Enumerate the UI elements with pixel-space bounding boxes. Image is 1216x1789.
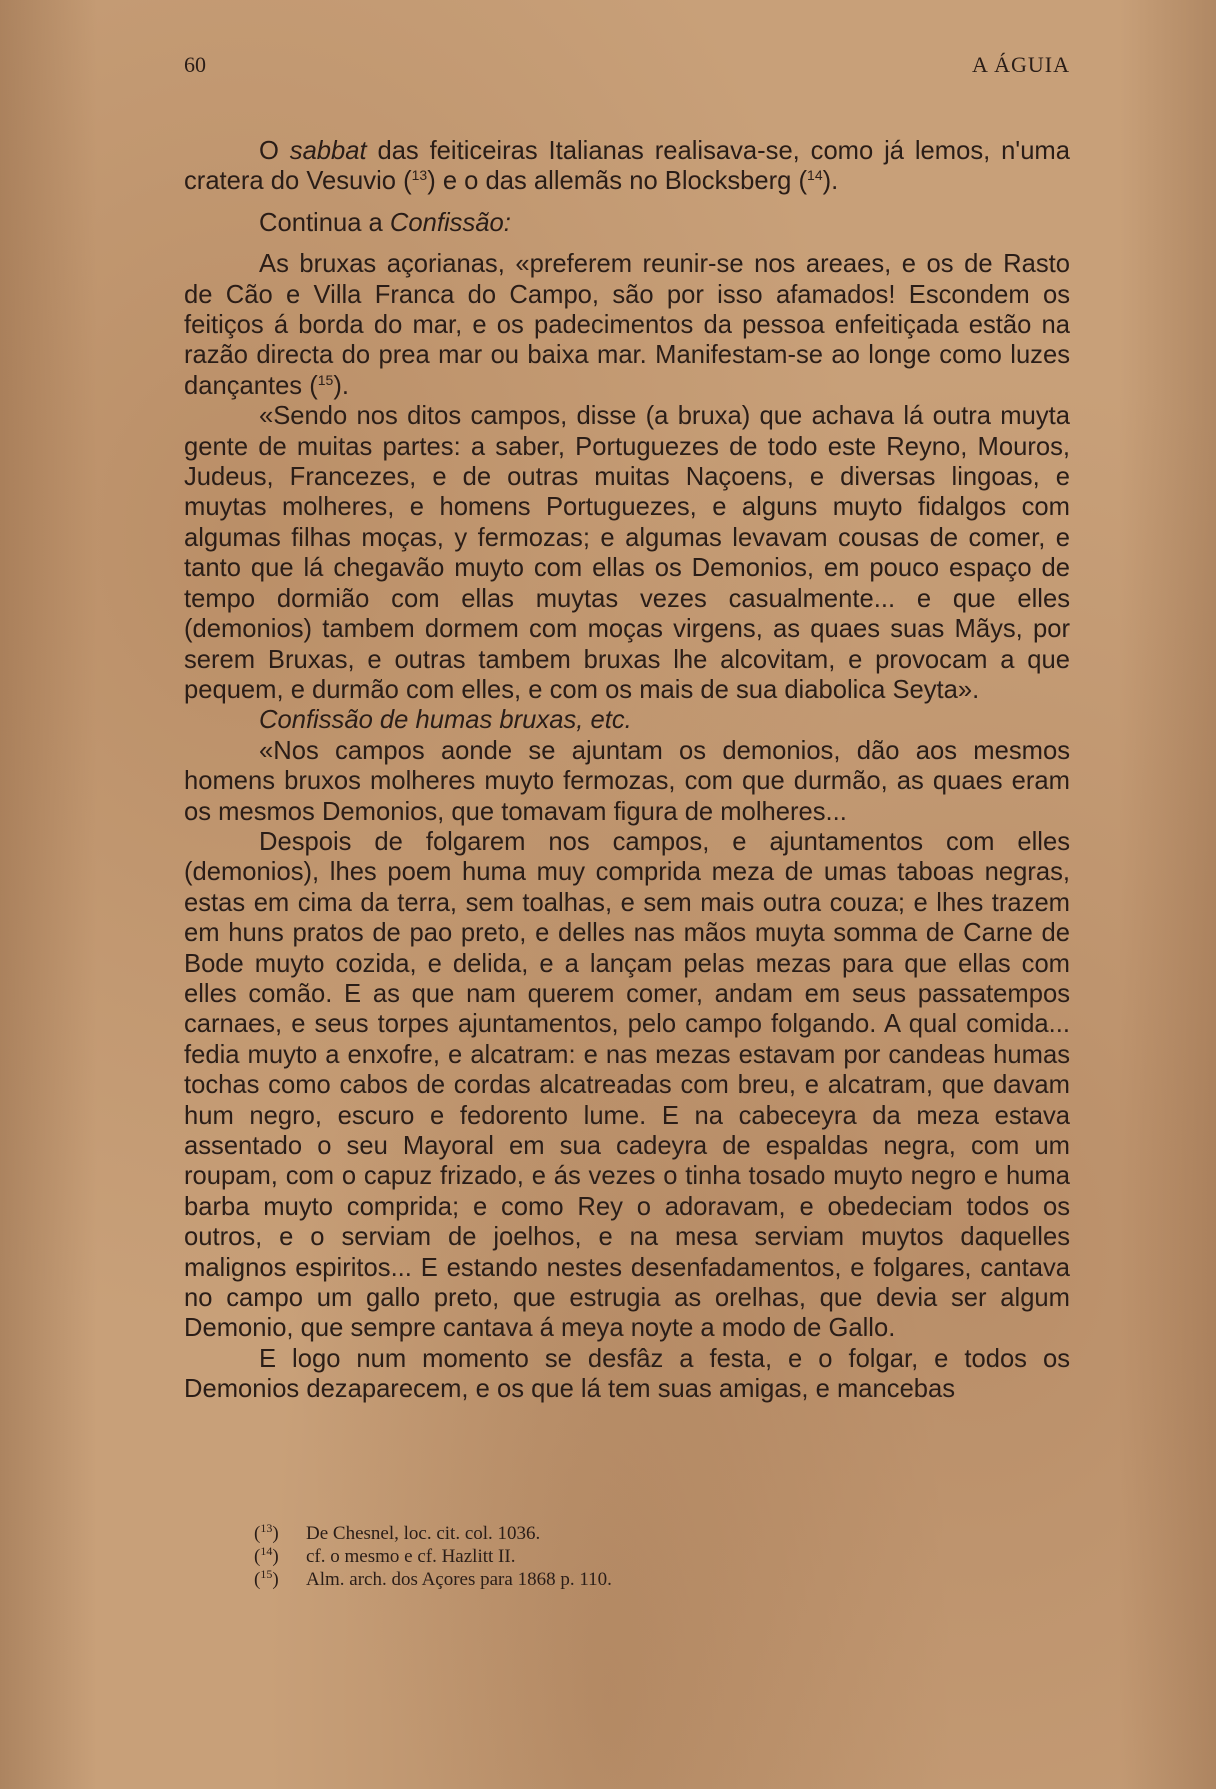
italic-sabbat: sabbat	[289, 137, 367, 165]
paragraph-despois-de-folgarem: Despois de folgarem nos campos, e ajuntamentos com elles (demonios), lhes poem huma muy comprida meza de umas taboas negras, estas em cima da terra, sem toalhas, e sem mais outra couza; e lhes trazem em huns pratos de pao preto, e delles nas mãos muyta somma de Carne de Bode muyto cozida, e delida, e a lançam pelas mezas para que ellas com elles comão. E as que nam querem comer, andam em seus passatempos carnaes, e seus torpes ajuntamentos, pelo campo folgando. A qual comida... fedia muyto a enxofre, e alcatram: e nas mezas estavam por candeas humas tochas como cabos de cordas alcatreadas com breu, e alcatram, que davam hum negro, escuro e fedorento lume. E na cabeceyra da meza estava assentado o seu Mayoral em sua cadeyra de espaldas negra, com um roupam, com o capuz frizado, e ás vezes o tinha tosado muyto negro e huma barba muyto comprida; e como Rey o adoravam, e obedeciam todos os outros, e o serviam de joelhos, e na mesa serviam muytos daquelles malignos espiritos... E estando nestes desenfadamentos, e folgares, cantava no campo um gallo preto, que estrugia as orelhas, que devia ser algum Demonio, que sempre cantava á meya noyte a modo de Gallo.	[184, 827, 1070, 1343]
footnote-ref-15: 15	[317, 371, 334, 388]
footnote-ref-14: 14	[807, 167, 823, 184]
running-head: A ÁGUIA	[971, 52, 1070, 77]
page-header	[184, 52, 1070, 82]
footnote-15	[254, 1568, 954, 1591]
footnotes	[254, 1522, 954, 1591]
italic-confissao-heading: Confissão de humas bruxas, etc.	[259, 706, 632, 735]
paragraph-nos-campos: «Nos campos aonde se ajuntam os demonios, dão aos mesmos homens bruxos molheres muyto fermozas, com que durmão, as quaes eram os mesmos Demonios, que tomavam figura de molheres...	[184, 736, 1070, 826]
footnote-text: Alm. arch. dos Açores para 1868 p. 110.	[306, 1569, 612, 1590]
footnote-13	[254, 1522, 954, 1545]
footnote-marker: ($^{14}$)	[254, 1544, 279, 1567]
body-text	[184, 136, 1070, 1405]
paragraph-bruxas-acorianas: As bruxas açorianas, «preferem reunir-se nos areaes, e os de Rasto de Cão e Villa Franca do Campo, são por isso afamados! Escondem os feitiços á borda do mar, e os padecimentos da pessoa enfeitiçada estão na razão directa do prea mar ou baixa mar. Manifestam-se ao longe como luzes dançantes ($^{15}$).	[184, 250, 1070, 400]
footnote-marker: ($^{15}$)	[254, 1567, 279, 1590]
footnote-text: cf. o mesmo e cf. Hazlitt II.	[306, 1546, 516, 1567]
footnote-ref-13: 13	[411, 167, 428, 184]
page-number: 60	[184, 52, 206, 77]
paragraph-confissao-heading	[184, 705, 1070, 735]
paragraph-continua: Continua a Confissão:	[259, 208, 511, 237]
paragraph-sendo-nos-ditos-campos: «Sendo nos ditos campos, disse (a bruxa) que achava lá outra muyta gente de muitas partes: a saber, Portuguezes de todo este Reyno, Mouros, Judeus, Francezes, e de outras muitas Naçoens, e diversas lingoas, e muytas molheres, e homens Portuguezes, e alguns muyto fidalgos com algumas filhas moças, y fermozas; e algumas levavam cousas de comer, e tanto que lá chegavão muyto com ellas os Demonios, em pouco espaço de tempo dormião com ellas muytas vezes casualmente... e que elles (demonios) tambem dormem com moças virgens, as quaes suas Mãys, por serem Bruxas, e outras tambem bruxas lhe alcovitam, e provocam a que pequem, e durmão com elles, e com os mais de sua diabolica Seyta».	[184, 402, 1070, 704]
footnote-text: De Chesnel, loc. cit. col. 1036.	[306, 1523, 541, 1544]
footnote-14	[254, 1545, 954, 1568]
paragraph-sabbat: O sabbat das feiticeiras Italianas realisava-se, como já lemos, n'uma cratera do Vesuvio ($^{13}$) e o das allemãs no Blocksberg ($^{14}$).	[184, 137, 1070, 196]
italic-confissao: Confissão:	[389, 208, 511, 237]
footnote-marker: ($^{13}$)	[254, 1521, 279, 1544]
paragraph-e-logo: E logo num momento se desfâz a festa, e o folgar, e todos os Demonios dezaparecem, e os que lá tem suas amigas, e mancebas	[184, 1344, 1070, 1404]
